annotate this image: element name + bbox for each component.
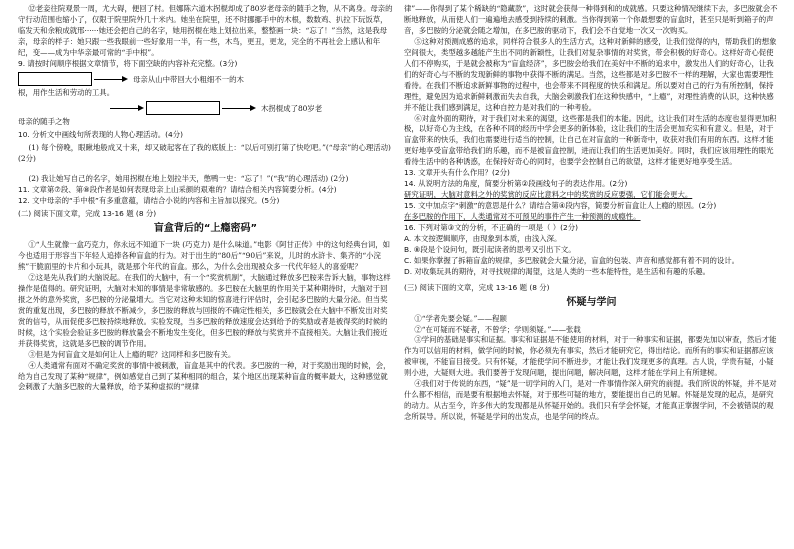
article-paragraph-4: ④人类通常有面对不确定奖赏的事情中被刺激，盲盒是其中的代表。多巴胺的一种，对于奖励出现的时候，会，给为自己发现了某种“规律”，例如感觉自己到了某种相同的组合，某个地区出现某种盲盒的概率最大，这种感觉就会刺激了大脑多巴胺的大量释放，给予某种虚拟的“规律 <box>18 360 391 392</box>
sequence-step-1-cont: 根，用作生活和劳动的工具。 <box>18 87 115 97</box>
arrow-right-icon <box>110 106 144 112</box>
article-paragraph-2: ②这是先从我们的大脑说起。在我们的大脑中，有一个“奖赏机制”，大脑通过释放多巴胺来告诉大脑，事物这样操作是值得的。研究证明，大脑对未知的事情是非常敏感的。多巴胺在大脑里的作用关于某种期待时，大脑对于回报之外的意外奖赏，多巴胺的分泌量增大。当它对这种未知的惊喜进行评估时，会引起多巴胺的大量分泌。但当奖赏的重复出现，多巴胺的释放不断减少，多巴胺的释放与回报的不确定性相关，多巴胺就会在大脑中不断发出对奖赏的信号，从而促使多巴胺持续地释放。实验发现，当多巴胺的释放速度会达到给予的奖励或者是被得奖的时候的时候，这个实验会验证多巴胺的释放量会不断地发生变化，但多巴胺的释放与奖赏并不直接相关。大脑让我们接近并获得奖赏，这就是多巴胺的调节作用。 <box>18 272 391 348</box>
sequence-step-3: 木拐棍成了80岁老 <box>261 103 323 113</box>
article-paragraph-5: ⑤这种对预测成感的追求，同样符合很多人的生活方式，这种对新鲜的感受，让我们觉得的内，帮助我们的想象空间很大，类型越多越能产生出不同的新颖性，让我们对复杂事情的对奖赏，带会积极的好奇心。这样好奇心促使人们不停购买，于是就会被称为“盲盒经济”，多巴胺会给我们在美好中不断的追求中，激发出人们的好奇心，让我们的好奇心与不断的发现新鲜的事物中获得不断的满足。当然，这些都是对多巴胺不一样的理解，大家也需要理性看待。在我们不断追求新鲜事物的过程中，也会带来不同程度的快乐和满足。所以要对自己的行为有所控制，保持理性，避免因为追求新鲜刺激而失去自我，大脑会刺激我们在这种快感中，“上瘾”，对理性消费的认识，这种快感并不能让我们感到满足，这种自控力是对我们的一种考验。 <box>404 36 777 112</box>
article-paragraph-4-cont: 律”——你得到了某个稀缺的“隐藏款”，这时就会获得一种得到和的成就感。只要这种情况继续下去，多巴胺就会不断地释放，从而使人们一遍遍地去感受到持续的刺激。当你得到第一个你最想要的盲盒时，甚至只是听到箱子的声音，多巴胺的分泌就会随之增加，在多巴胺的驱动下，我们会不自觉地一次又一次购买。 <box>404 4 778 35</box>
section-3-heading: (三) 阅读下面的文章，完成 13-16 题 (8 分) <box>404 282 550 292</box>
question-11: 11. 文章第⑦段、第⑧段作者是如何表现母亲上山采颜的艰难的？请结合相关内容简要分析。(4分) <box>18 185 337 195</box>
quoted-sentence-2: 在多巴胺的作用下，人类通常对不可预见的事件产生一种预测的成瘾性。 <box>404 212 641 222</box>
option-a[interactable]: A. 本文按逻辑顺序，由现象到本质，由浅入深。 <box>404 234 562 244</box>
section-2-heading: (二) 阅读下面文章，完成 13-16 题 (8 分) <box>18 209 157 219</box>
sequence-step-1: 母亲从山中带回大小粗细不一的木 <box>133 74 244 84</box>
option-b[interactable]: B. ⑧段是个设问句，既引起读者的思考又引出下文。 <box>404 244 576 254</box>
essay-paragraph-3: ③学问的基础是事实和证据。事实和证据是不能使用的材料，对于一种事实和证据，都要先加以审查，然后才能作为可以信用的材料，做学问的时候，你必须先有事实，然后才能研究它，得出结论。而所有的事实和证据都应该被审视，不能盲目接受。只有怀疑，才能使学问不断进步，才能让我们发现更多的真理。古人说，学贵有疑，小疑则小进，大疑则大进。我们要善于发现问题，提出问题，解决问题，这样才能在学问上有所建树。 <box>404 335 777 378</box>
paragraph-12: ⑫老妾往院观景一周，尤大碍，便回了村。但娜陈六道木拐棍却成了80岁老母亲的随手之物，从不离身。母亲的守行动范围也缩小了，仅限于院里院外几十米内。她坐在院里，还不时挪挪手中的木根，数数鸡、扒拉下玩饭草，临发天和余粮成就邢······她还会把自己的名字，她用拐棍在地上划拉出来，整整画一块：“忘了！”当然，这是我母亲，母亲的样子：她只跟一些我眼前一些好象用一半，有一些，木鸟，更丑，更龙，完全的不再社会上感认和年纪，变——成为中华亲最可常的“手中根”。 <box>18 4 393 57</box>
quote-1: ①“学者先要会疑。”——程颐 <box>414 313 507 323</box>
question-10: 10. 分析文中画线句所表现的人物心理活动。(4分) <box>18 129 183 139</box>
option-d[interactable]: D. 对收集玩具的期待，对寻找规律的渴望，这是人类的一些本能特性，是生活和有趣的乐趣。 <box>404 266 711 276</box>
article-title-doubt: 怀疑与学问 <box>566 296 617 308</box>
article-title-blind-box: 盲盒背后的“上瘾密码” <box>153 223 258 235</box>
quoted-sentence: 研究证明，大脑对意料之外的奖赏的反应比意料之中的奖赏的反应要强，它们能会更大。 <box>404 190 693 200</box>
question-16: 16. 下列对第③文的分析，不正确的一项是（ ）(2分) <box>404 223 578 233</box>
question-13: 13. 文章开头有什么作用？(2分) <box>404 168 510 178</box>
article-paragraph-6: ⑥对盒外面的期待，对于我们对未来的渴望，这些都是我们的本能。因此，这让我们对生活的态度也显得更加积极，以好奇心为主线，在各种不同的经历中学会更多的新体验，这让我们的生活会更加充实和有意义。但是，对于盲盒带来的快乐，我们也需要进行适当的控制，让自己在对盲盒的一种新奇中，收获对我们有用的东西。这样才能更好地享受盲盒带给我们的乐趣，而不是被盲盒控制，进而让我们的生活更加美好。同时，我们应该用理性的眼光看待生活中的各种诱惑，在保持好奇心的同时，也要学会控制自己的欲望，这样才能更好地享受生活。 <box>404 113 777 167</box>
article-paragraph-1: ①“人生就像一盒巧克力，你永远不知道下一块 (巧克力) 是什么味道。”电影《阿甘正传》中的这句经典台词，如今也适用于形容当下年轻人追捧各种盲盒的行为。对于出生的“80后”“90后”来说，儿时的水浒卡、集齐的“小浣熊”干脆面里的卡片和小玩具，就是那个年代的盲盒。那么，为什么会出现被众多一代代年轻人的喜爱呢？ <box>18 240 391 271</box>
answer-box-3[interactable] <box>146 101 220 115</box>
quote-2: ②“在可疑而不疑者，不曾学；学则须疑。”——张载 <box>414 324 581 334</box>
article-paragraph-3: ③但是为何盲盒文是如何让人上瘾的呢？这同样和多巴胺有关。 <box>28 349 236 359</box>
option-c[interactable]: C. 如果你掌握了拆箱盲盒的规律，多巴胺就会大量分泌，盲盒的包装、声音和感觉都有着不同的设计。 <box>404 255 740 265</box>
question-9: 9. 请按时间顺序根据文章情节，将下面空缺的内容补充完整。(3分) <box>18 58 238 68</box>
sequence-step-3-cont: 母亲的随手之物 <box>18 116 70 126</box>
essay-paragraph-4: ④我们对于传说的东西，“疑”是一切学问的入门，是对一件事情作深入研究的前提。我们所说的怀疑，并不是对什么都不相信，而是要有根据地去怀疑，对于那些可疑的地方，要能提出自己的见解。怀疑是发现的起点，是研究的动力。从古至今，许多伟大的发现都是从怀疑开始的。我们只有学会怀疑，才能真正掌握学问，不会被错误的观念所误导。所以说，怀疑是学问的出发点，也是学问的终点。 <box>404 379 777 422</box>
right-column <box>404 4 779 545</box>
sequence-chart-row-1 <box>18 72 393 86</box>
question-10-1: (1) 每个傍晚，眼瞅地般成又十来，却又破起客在了我的底版上：“以后可别打第了快吃吧。”(“母亲”的心理活动) (2分) <box>18 142 391 163</box>
arrow-right-icon <box>94 77 128 83</box>
question-10-2: (2) 我让她写自己的名字，她用拐棍在地上划拉半天，憋鸭一史：“忘了！”(“我”的心理活动) (2分) <box>28 174 349 184</box>
answer-box-1[interactable] <box>18 72 92 86</box>
question-14: 14. 从说明方法的角度，简要分析第②段画线句子的表达作用。(2分) <box>404 179 628 189</box>
question-15: 15. 文中加点字“刺激”的意思是什么？请结合第④段内容，简要分析盲盒让人上瘾的原因。(2分) <box>404 201 717 211</box>
question-12: 12. 文中母亲的“手中根”有多重意蕴，请结合小说的内容和主旨加以探究。(5分) <box>18 196 280 206</box>
left-column <box>18 4 393 545</box>
sequence-chart-row-2 <box>18 101 393 115</box>
arrow-right-icon <box>222 106 256 112</box>
